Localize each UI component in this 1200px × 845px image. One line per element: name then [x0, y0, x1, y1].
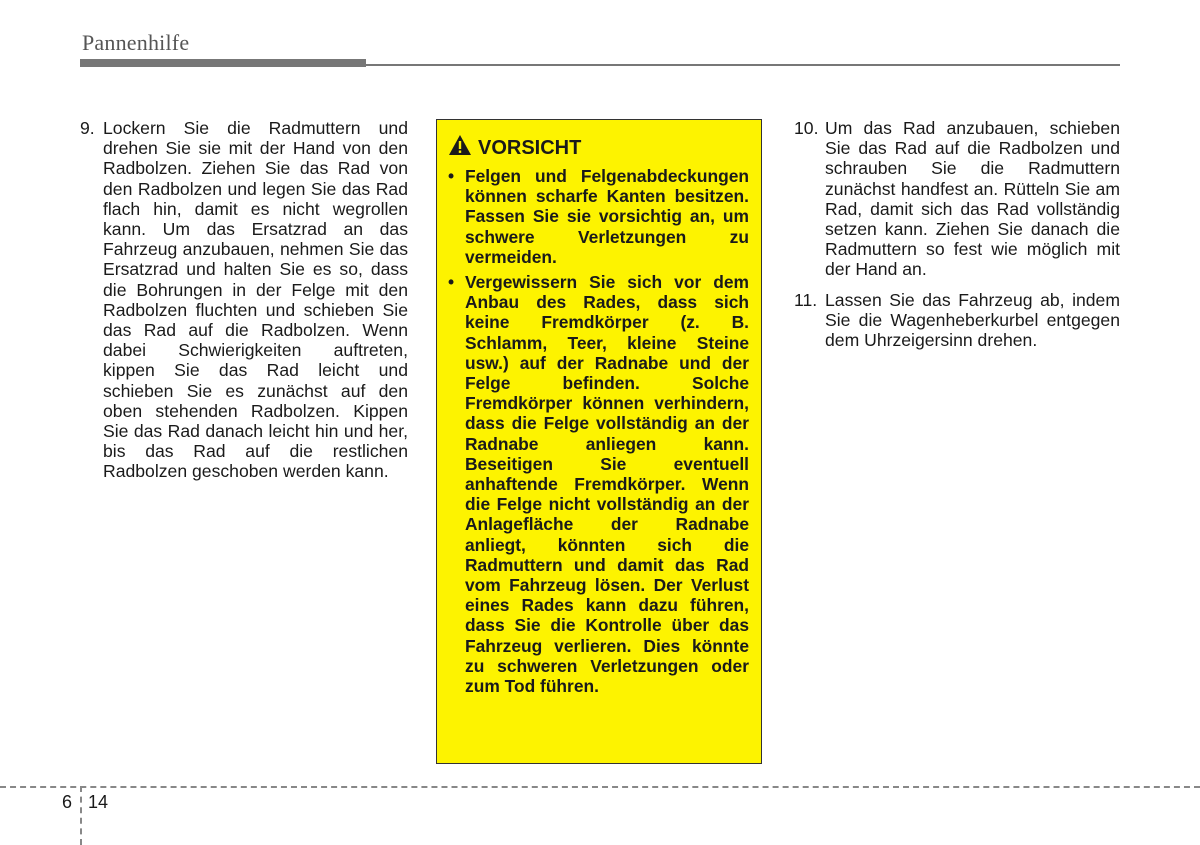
chapter-number: 6 — [62, 792, 73, 812]
footer-page-divider — [80, 786, 82, 845]
step-text: Um das Rad anzubauen, schieben Sie das Rad auf die Radbolzen und schrauben Sie die Radmuttern zunächst handfest an. Rütteln Sie am Rad, damit sich das Rad vollständig setzen kann. Ziehen Sie danach die Radmuttern so fest wie möglich mit der Hand an. — [825, 118, 1120, 280]
step-10 — [794, 118, 1120, 280]
warning-item-text: Felgen und Felgenabdeckungen können scharfe Kanten besitzen. Fassen Sie sie vorsichtig an, um schwere Verletzungen zu vermeiden. — [465, 166, 749, 267]
section-title: Pannenhilfe — [82, 30, 190, 55]
step-text: Lockern Sie die Radmuttern und drehen Sie sie mit der Hand von den Radbolzen. Ziehen Sie das Rad von den Radbolzen und legen Sie das Rad flach hin, damit es nicht wegrollen kann. Um das Ersatzrad an das Fahrzeug anzubauen, nehmen Sie das Ersatzrad und halten Sie es so, dass die Bohrungen in der Felge mit den Radbolzen fluchten und schieben Sie das Rad auf die Radbolzen. Wenn dabei Schwierigkeiten auftreten, kippen Sie das Rad leicht und schieben Sie es zunächst auf den oben stehenden Radbolzen. Kippen Sie das Rad danach leicht hin und her, bis das Rad auf die restlichen Radbolzen geschoben werden kann. — [103, 118, 408, 482]
warning-item-text: Vergewissern Sie sich vor dem Anbau des Rades, dass sich keine Fremdkörper (z. B. Schlamm, Teer, kleine Steine usw.) auf der Radnabe und der Felge befinden. Solche Fremdkörper können verhindern, dass die Felge vollständig an der Radnabe anliegen kann. Beseitigen Sie eventuell anhaftende Fremdkörper. Wenn die Felge nicht vollständig an der Anlagefläche der Radnabe anliegt, könnten sich die Radmuttern und damit das Rad vom Fahrzeug lösen. Der Verlust eines Rades kann dazu führen, dass Sie die Kontrolle über das Fahrzeug verlieren. Dies könnte zu schweren Verletzungen oder zum Tod führen. — [465, 272, 749, 697]
step-number: 11. — [794, 289, 818, 310]
warning-item — [448, 272, 749, 696]
step-text: Lassen Sie das Fahrzeug ab, indem Sie die Wagenheberkurbel entgegen dem Uhrzeigersinn drehen. — [825, 289, 1120, 351]
step-11 — [794, 290, 1120, 351]
step-9 — [80, 118, 408, 482]
right-column — [794, 118, 1120, 360]
header-rule-thin — [366, 64, 1120, 66]
step-number: 10. — [794, 118, 819, 138]
header-rule-thick — [80, 59, 366, 67]
warning-item — [448, 166, 749, 267]
page-number: 14 — [88, 792, 109, 812]
left-column — [80, 118, 408, 492]
warning-title: VORSICHT — [478, 136, 582, 159]
warning-header — [448, 134, 749, 161]
step-number: 9. — [80, 118, 95, 138]
warning-triangle-icon — [448, 134, 472, 161]
footer-divider — [0, 786, 1200, 788]
bullet: • — [448, 166, 455, 186]
warning-box — [436, 119, 762, 764]
bullet: • — [448, 272, 455, 293]
